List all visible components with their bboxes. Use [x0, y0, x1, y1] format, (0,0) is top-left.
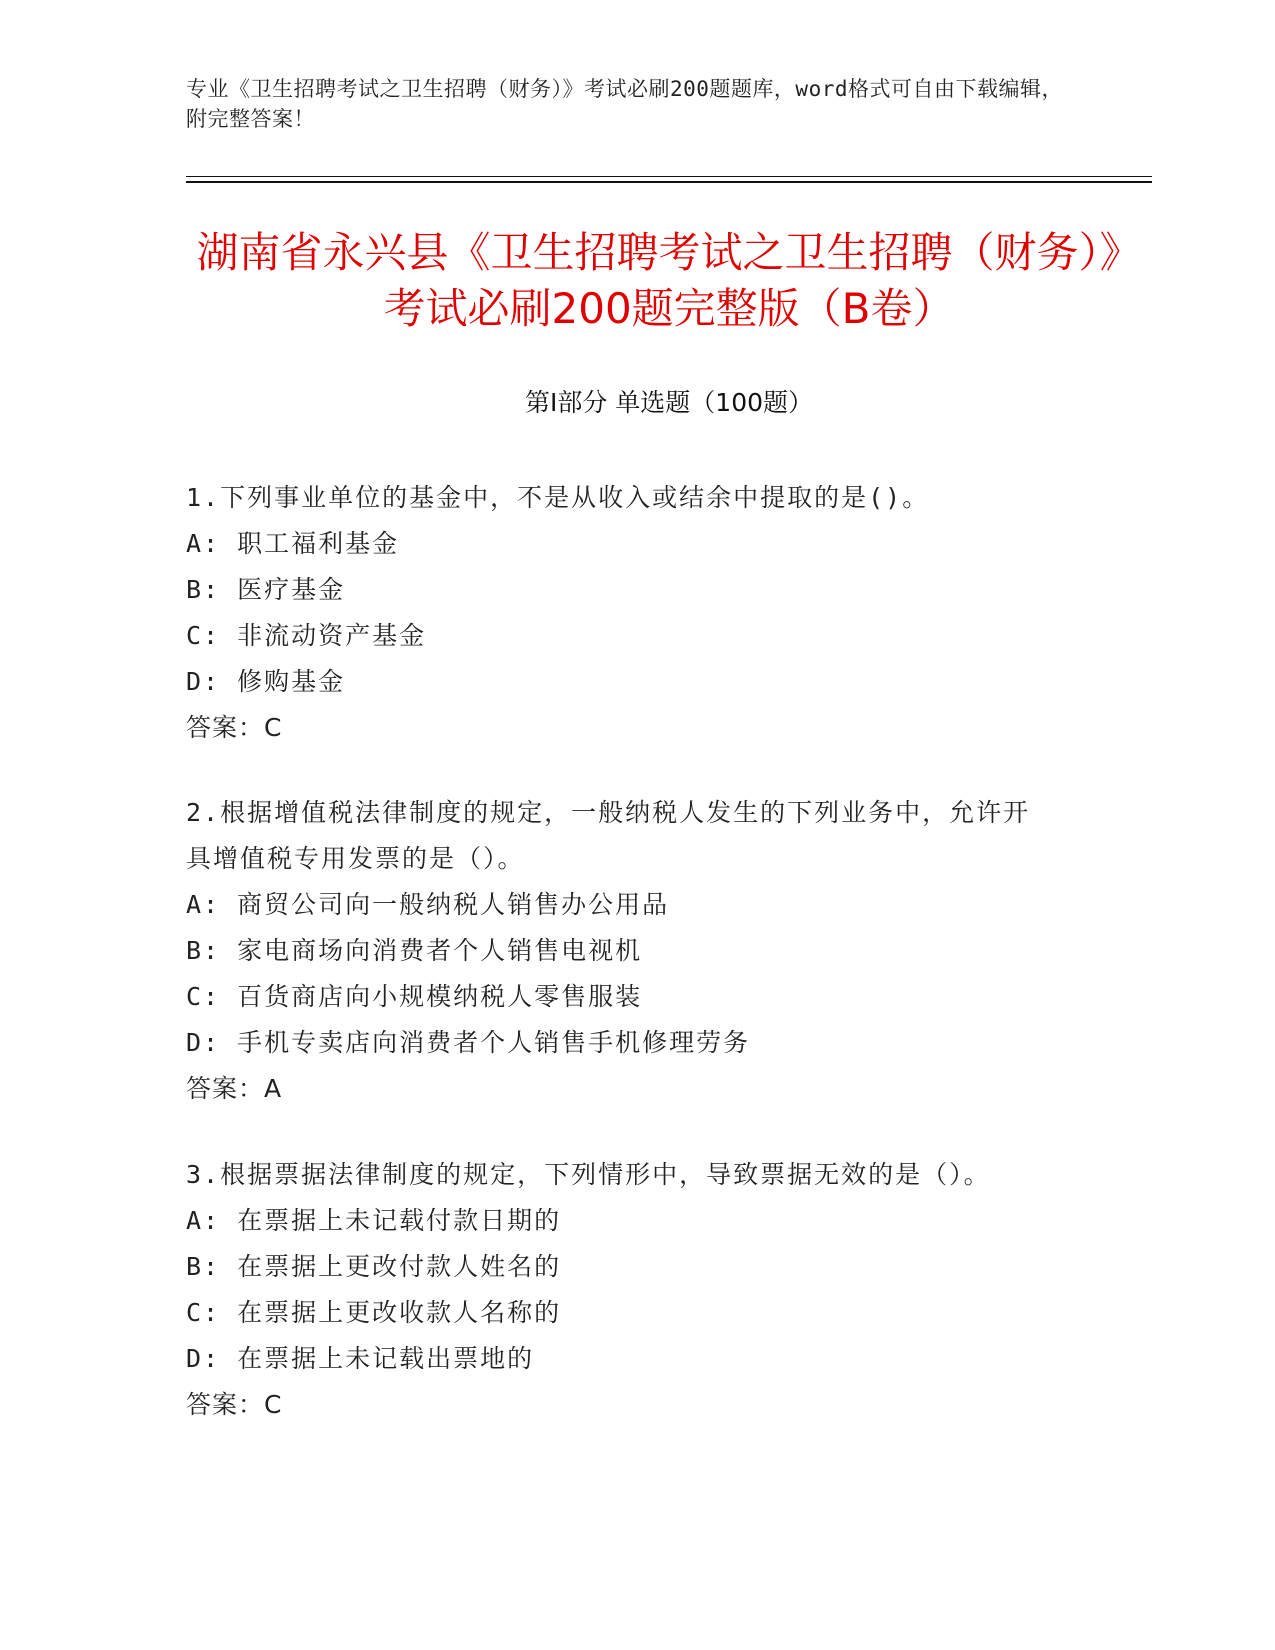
- answer-line: 答案：C: [186, 713, 283, 742]
- answer-line: 答案：A: [186, 1074, 283, 1103]
- option-c: C: 在票据上更改收款人名称的: [186, 1298, 562, 1327]
- option-a: A: 商贸公司向一般纳税人销售办公用品: [186, 890, 670, 919]
- option-d: D: 修购基金: [186, 667, 346, 696]
- option-a: A: 职工福利基金: [186, 529, 400, 558]
- question-block: [186, 1152, 1086, 1428]
- answer-line: 答案：C: [186, 1390, 283, 1419]
- question-stem: 1.下列事业单位的基金中，不是从收入或结余中提取的是()。: [186, 483, 930, 512]
- option-b: B: 家电商场向消费者个人销售电视机: [186, 936, 643, 965]
- question-stem: 2.根据增值税法律制度的规定，一般纳税人发生的下列业务中，允许开具增值税专用发票的是（）。: [186, 798, 1031, 873]
- option-d: D: 手机专卖店向消费者个人销售手机修理劳务: [186, 1028, 751, 1057]
- header-divider-thick: [186, 181, 1152, 183]
- option-a: A: 在票据上未记载付款日期的: [186, 1206, 562, 1235]
- option-c: C: 百货商店向小规模纳税人零售服装: [186, 982, 643, 1011]
- option-d: D: 在票据上未记载出票地的: [186, 1344, 535, 1373]
- question-block: [186, 790, 1086, 1112]
- option-b: B: 医疗基金: [186, 575, 346, 604]
- section-title: 第Ⅰ部分 单选题（100题）: [524, 388, 814, 417]
- question-block: [186, 475, 1086, 751]
- question-stem: 3.根据票据法律制度的规定，下列情形中，导致票据无效的是（）。: [186, 1160, 991, 1189]
- document-title: 湖南省永兴县《卫生招聘考试之卫生招聘（财务）》考试必刷200题完整版（B卷）: [196, 228, 1142, 333]
- header-divider-thin: [186, 176, 1152, 177]
- option-b: B: 在票据上更改付款人姓名的: [186, 1252, 562, 1281]
- option-c: C: 非流动资产基金: [186, 621, 427, 650]
- header-note: 专业《卫生招聘考试之卫生招聘（财务）》考试必刷200题题库，word格式可自由下载编辑，附完整答案！: [186, 77, 1063, 131]
